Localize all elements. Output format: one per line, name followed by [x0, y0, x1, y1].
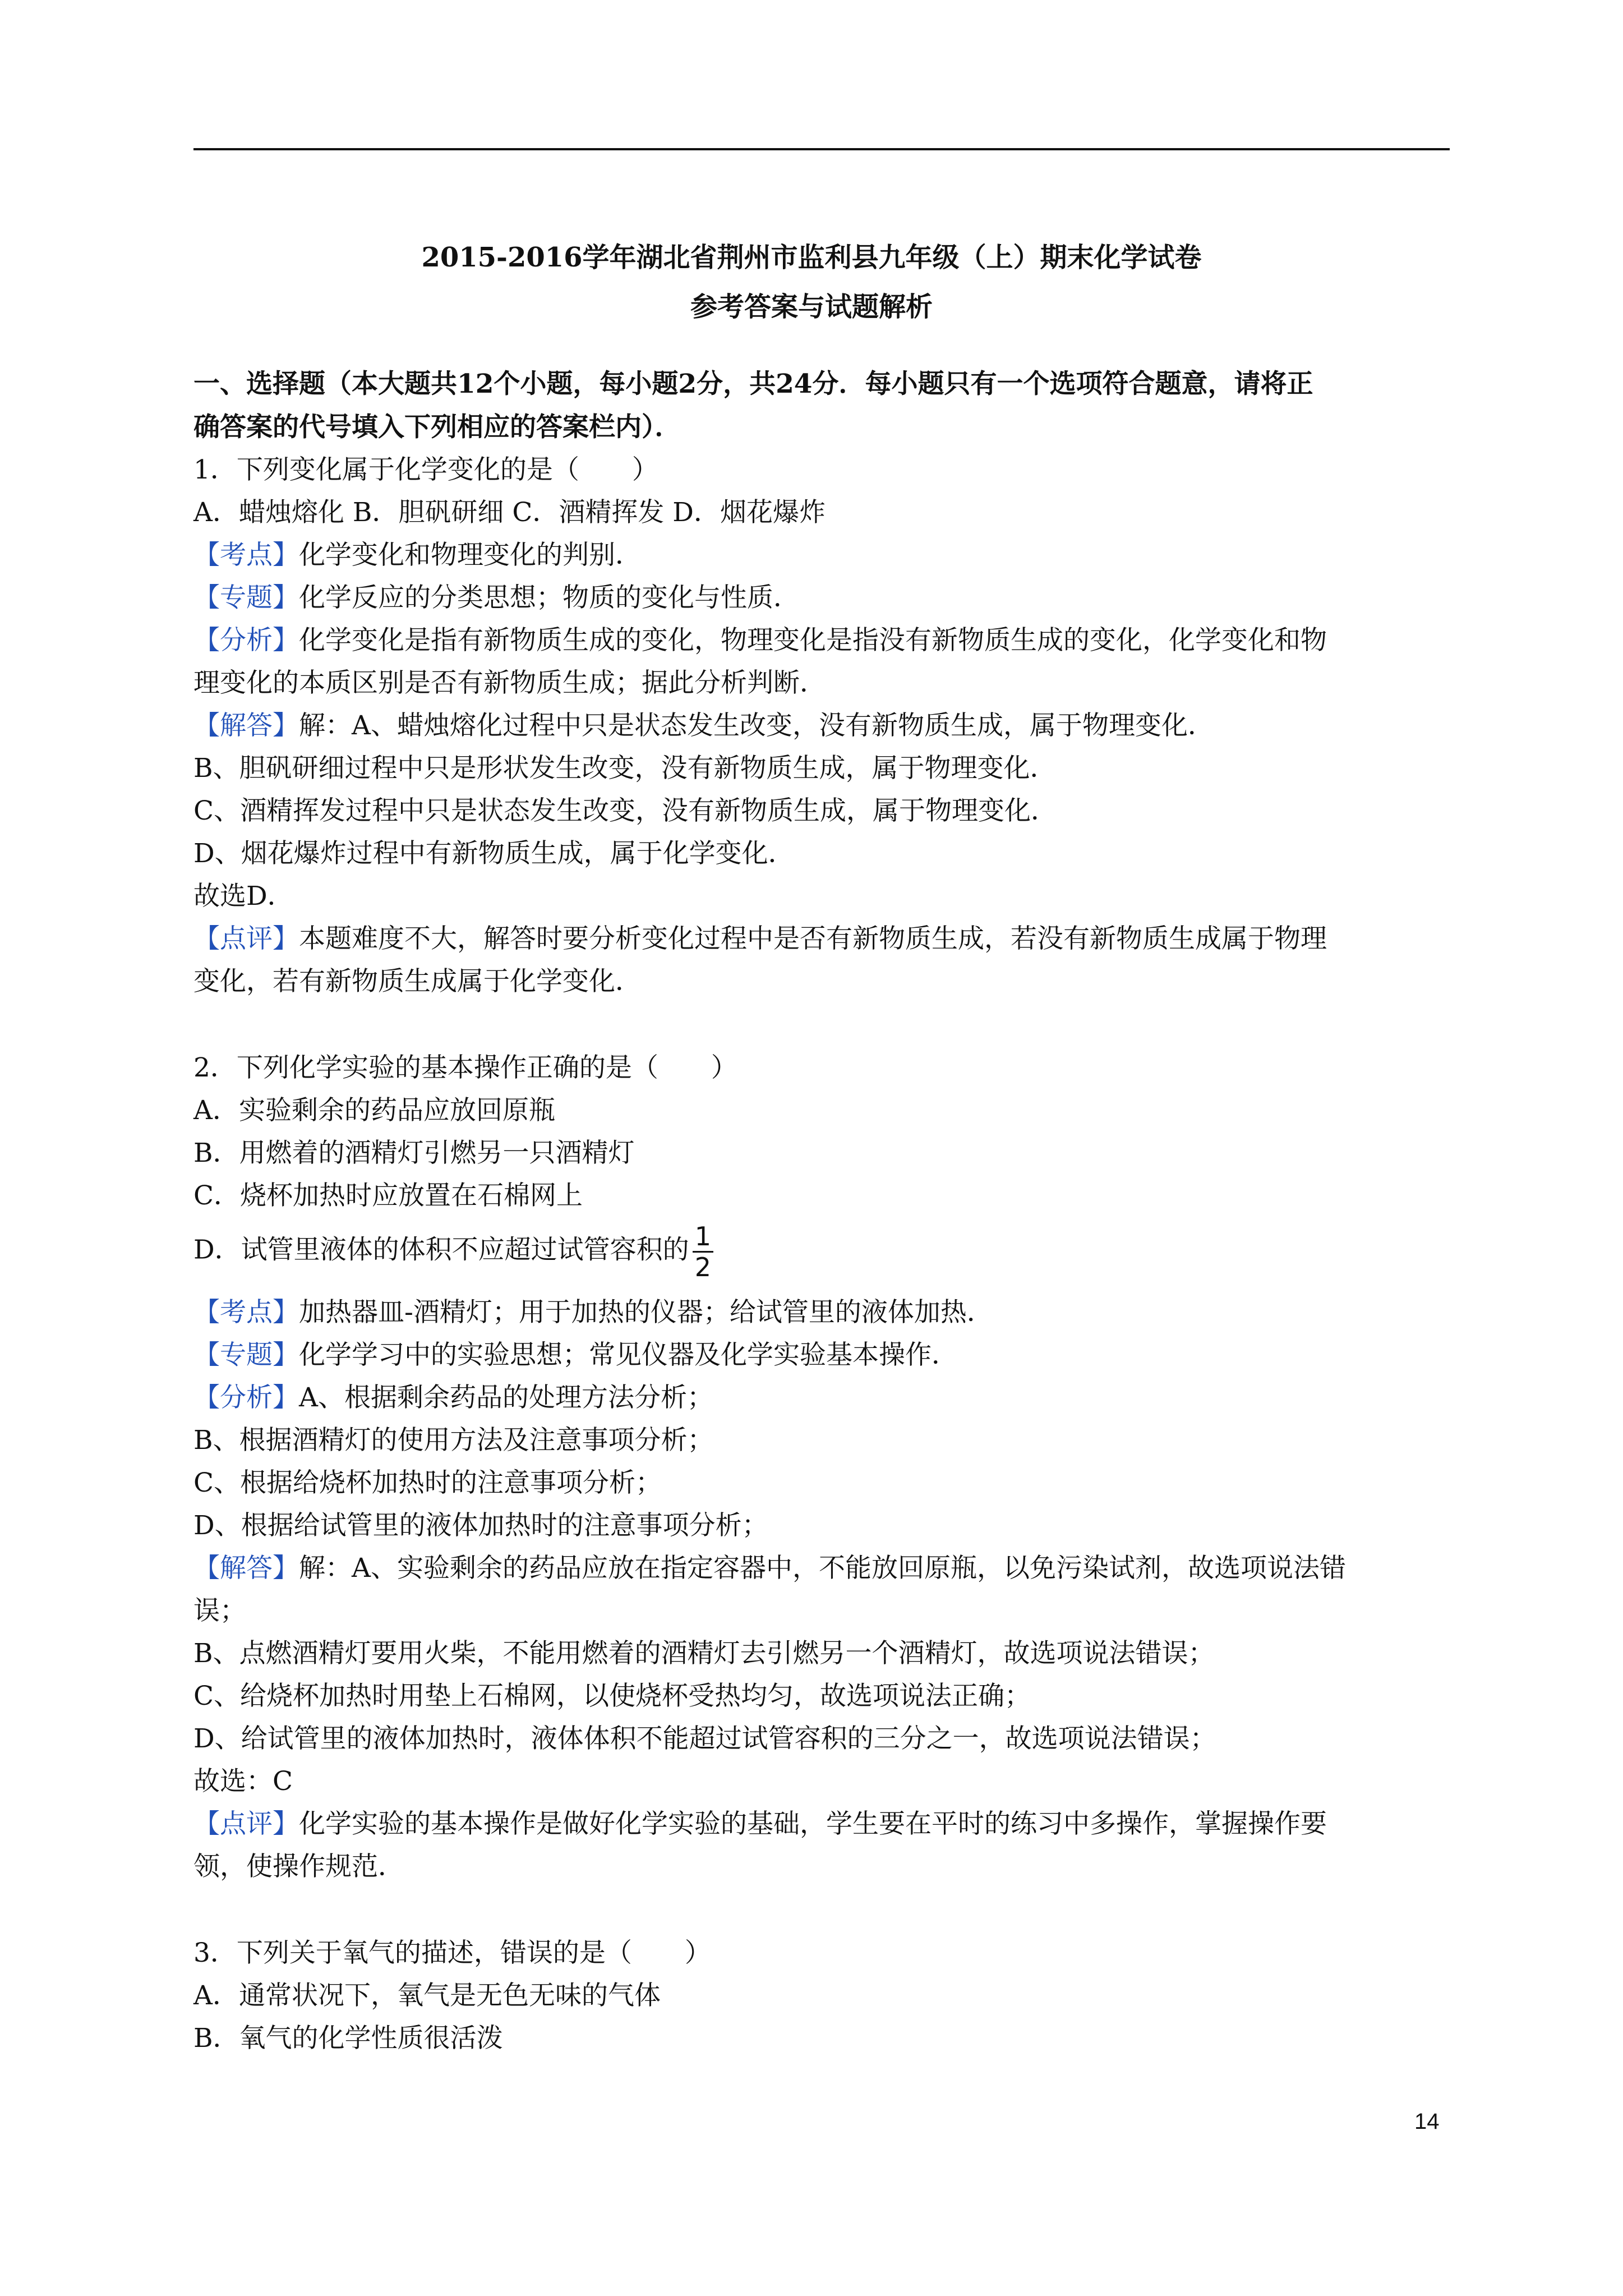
q2-answer: 故选：C	[193, 1766, 293, 1797]
dianping-text: 化学实验的基本操作是做好化学实验的基础，学生要在平时的练习中多操作，掌握操作要	[299, 1809, 1327, 1839]
zhuanti-text: 化学学习中的实验思想；常见仪器及化学实验基本操作．	[299, 1340, 958, 1370]
q2-fenxi	[193, 1381, 713, 1415]
page-title: 2015-2016学年湖北省荆州市监利县九年级（上）期末化学试卷	[421, 242, 1202, 273]
jieda-text: 解：A、实验剩余的药品应放在指定容器中，不能放回原瓶，以免污染试剂，故选项说法错	[299, 1553, 1346, 1584]
q1-dianping	[193, 922, 1327, 956]
jieda-text: 解：A、蜡烛熔化过程中只是状态发生改变，没有新物质生成，属于物理变化．	[299, 710, 1214, 741]
q1-jieda	[193, 709, 1214, 743]
section-heading-line1: 一、选择题（本大题共12个小题，每小题2分，共24分．每小题只有一个选项符合题意，请将正	[193, 369, 1313, 399]
fraction-numerator: 1	[693, 1222, 713, 1253]
q1-kaodian	[193, 539, 642, 572]
q1-options: A．蜡烛熔化 B．胆矾研细 C．酒精挥发 D．烟花爆炸	[193, 497, 826, 528]
kaodian-tag: 【考点】	[193, 1297, 299, 1328]
page-subtitle: 参考答案与试题解析	[690, 291, 933, 323]
q2-jieda-c: C、给烧杯加热时用垫上石棉网，以使烧杯受热均匀，故选项说法正确；	[193, 1681, 1031, 1711]
fenxi-tag: 【分析】	[193, 625, 299, 656]
q2-jieda	[193, 1552, 1346, 1585]
q1-jieda-b: B、胆矾研细过程中只是形状发生改变，没有新物质生成，属于物理变化．	[193, 753, 1057, 784]
q2-jieda-b: B、点燃酒精灯要用火柴，不能用燃着的酒精灯去引燃另一个酒精灯，故选项说法错误；	[193, 1638, 1215, 1669]
q2-option-d-text: D．试管里液体的体积不应超过试管容积的	[193, 1234, 689, 1266]
zhuanti-text: 化学反应的分类思想；物质的变化与性质．	[299, 582, 800, 613]
q2-fenxi-d: D、根据给试管里的液体加热时的注意事项分析；	[193, 1510, 768, 1541]
fraction-one-half	[693, 1222, 713, 1282]
kaodian-text: 化学变化和物理变化的判别．	[299, 540, 642, 570]
q3-stem: 3．下列关于氧气的描述，错误的是（ ）	[193, 1938, 711, 1968]
q3-option-b: B．氧气的化学性质很活泼	[193, 2023, 503, 2054]
q2-dianping-cont: 领，使操作规范．	[193, 1851, 404, 1882]
zhuanti-tag: 【专题】	[193, 582, 299, 613]
jieda-tag: 【解答】	[193, 710, 299, 741]
q1-zhuanti	[193, 581, 800, 615]
q2-stem: 2．下列化学实验的基本操作正确的是（ ）	[193, 1052, 737, 1083]
q1-fenxi-cont: 理变化的本质区别是否有新物质生成；据此分析判断．	[193, 668, 826, 698]
dianping-tag: 【点评】	[193, 1809, 299, 1839]
q2-option-a: A．实验剩余的药品应放回原瓶	[193, 1095, 555, 1126]
q2-fenxi-b: B、根据酒精灯的使用方法及注意事项分析；	[193, 1425, 714, 1456]
dianping-tag: 【点评】	[193, 923, 299, 954]
page-number: 14	[1414, 2109, 1440, 2134]
q1-fenxi	[193, 624, 1327, 657]
q1-answer: 故选D．	[193, 881, 294, 912]
q2-jieda-cont: 误；	[193, 1595, 246, 1626]
fenxi-tag: 【分析】	[193, 1382, 299, 1413]
q2-option-b: B．用燃着的酒精灯引燃另一只酒精灯	[193, 1138, 635, 1168]
fraction-denominator: 2	[694, 1252, 711, 1282]
fenxi-text: 化学变化是指有新物质生成的变化，物理变化是指没有新物质生成的变化，化学变化和物	[299, 625, 1327, 656]
jieda-tag: 【解答】	[193, 1553, 299, 1584]
dianping-text: 本题难度不大，解答时要分析变化过程中是否有新物质生成，若没有新物质生成属于物理	[299, 923, 1327, 954]
q2-dianping	[193, 1807, 1327, 1841]
kaodian-tag: 【考点】	[193, 540, 299, 570]
fenxi-text: A、根据剩余药品的处理方法分析；	[299, 1382, 713, 1413]
q2-zhuanti	[193, 1338, 958, 1372]
q1-jieda-d: D、烟花爆炸过程中有新物质生成，属于化学变化．	[193, 838, 795, 869]
q2-kaodian	[193, 1296, 993, 1329]
q2-fenxi-c: C、根据给烧杯加热时的注意事项分析；	[193, 1467, 662, 1498]
q2-option-c: C．烧杯加热时应放置在石棉网上	[193, 1180, 583, 1211]
kaodian-text: 加热器皿-酒精灯；用于加热的仪器；给试管里的液体加热．	[299, 1297, 993, 1328]
q2-option-d	[193, 1222, 713, 1282]
q2-jieda-d: D、给试管里的液体加热时，液体体积不能超过试管容积的三分之一，故选项说法错误；	[193, 1723, 1216, 1754]
q1-jieda-c: C、酒精挥发过程中只是状态发生改变，没有新物质生成，属于物理变化．	[193, 795, 1057, 826]
q1-stem: 1．下列变化属于化学变化的是（ ）	[193, 454, 658, 485]
header-rule	[193, 148, 1450, 150]
zhuanti-tag: 【专题】	[193, 1340, 299, 1370]
q1-dianping-cont: 变化，若有新物质生成属于化学变化．	[193, 966, 642, 997]
q3-option-a: A．通常状况下，氧气是无色无味的气体	[193, 1980, 661, 2011]
section-heading-line2: 确答案的代号填入下列相应的答案栏内）．	[193, 412, 681, 443]
